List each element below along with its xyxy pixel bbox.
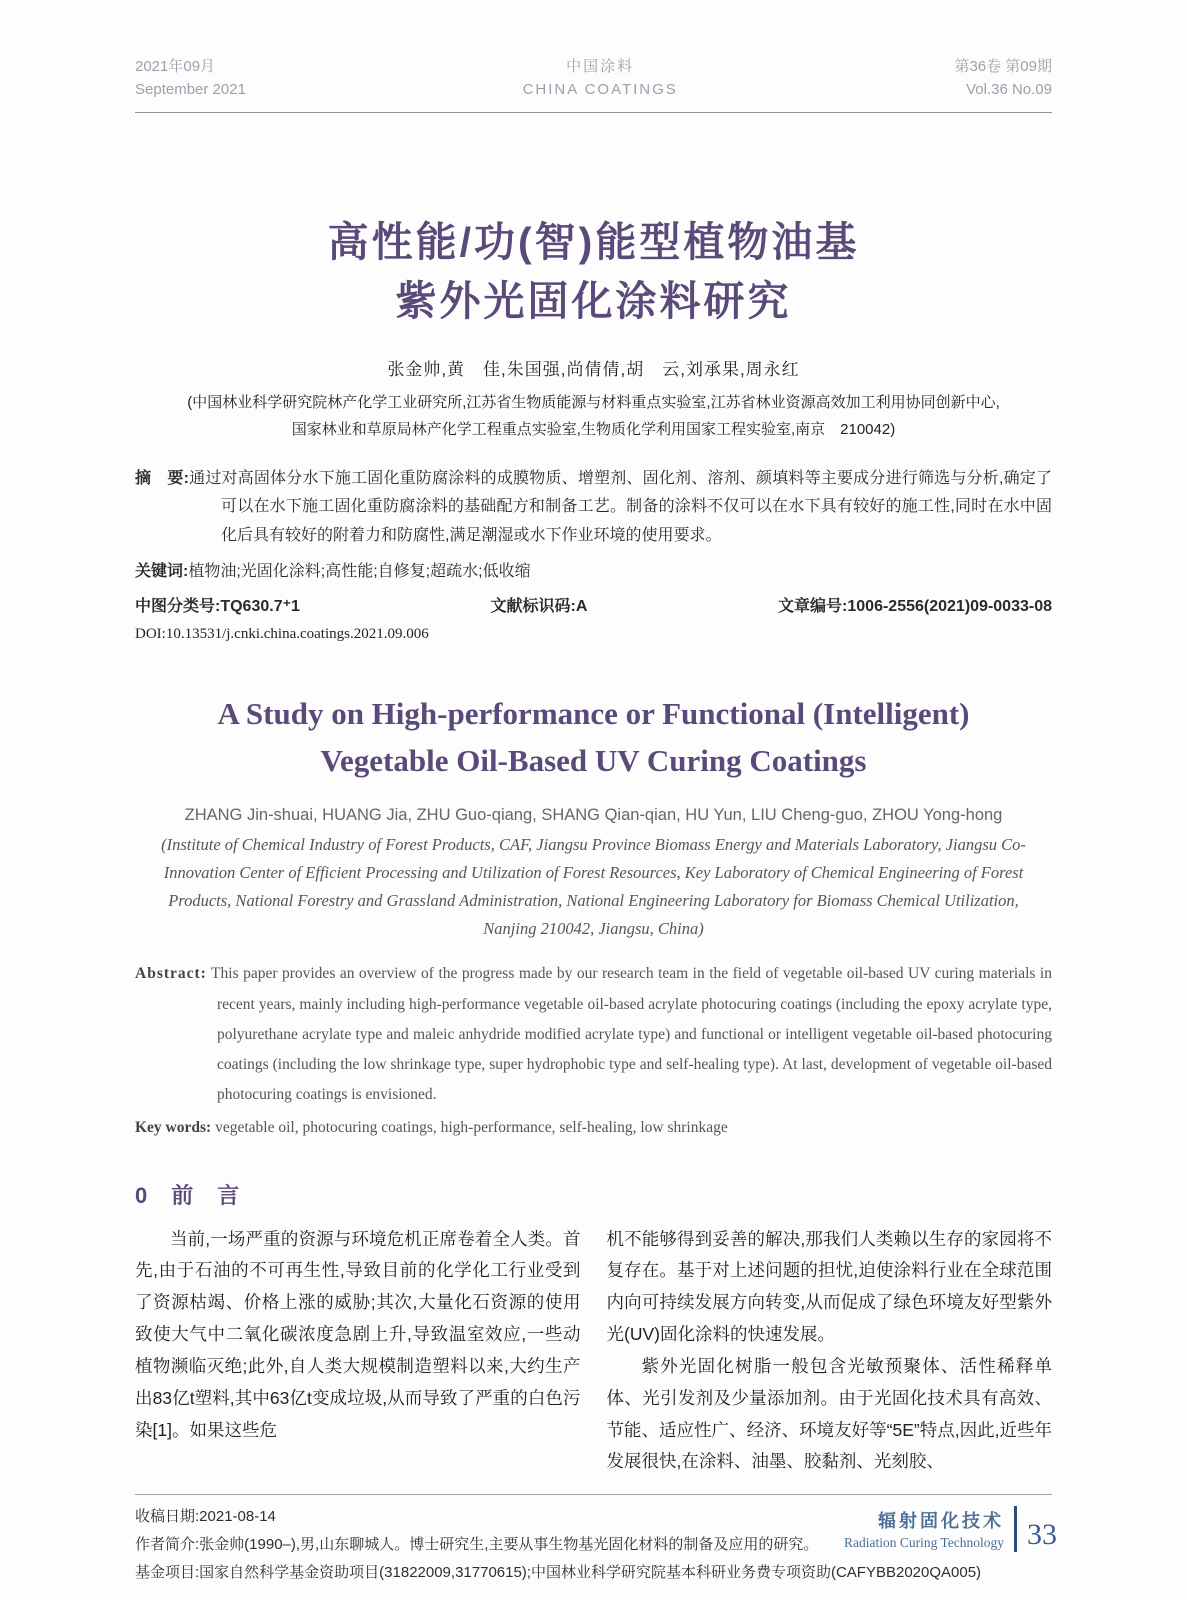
affiliation-zh [135,390,1052,443]
page-footer [844,1506,1057,1552]
header-divider [135,112,1052,113]
section-heading-intro: 0 前 言 [135,1182,241,1208]
intro-column-right [607,1224,1053,1479]
article-title-en-line1: A Study on High-performance or Functional (Intelligent) [217,696,970,732]
header-volume-zh: 第36卷 第09期 [954,58,1052,75]
footer-section-en: Radiation Curing Technology [843,1535,1004,1550]
keywords-en-text: vegetable oil, photocuring coatings, high-performance, self-healing, low shrinkage [215,1118,728,1136]
classification-row [135,593,1052,616]
header-volume-en: Vol.36 No.09 [966,81,1052,99]
page-number: 33 [1027,1518,1057,1551]
keywords-zh [135,558,1052,581]
keywords-en-label: Key words: [135,1118,212,1136]
abstract-en-label: Abstract: [135,965,207,983]
header-date-zh: 2021年09月 [135,58,216,75]
affiliation-zh-line2: 国家林业和草原局林产化学工程重点实验室,生物质化学利用国家工程实验室,南京 210042) [291,420,896,438]
intro-paragraph: 机不能够得到妥善的解决,那我们人类赖以生存的家园将不复存在。基于对上述问题的担忧,迫使涂料行业在全球范围内向可持续发展方向转变,从而促成了绿色环境友好型紫外光(UV)固化涂料的快速发展。 [606,1228,1052,1345]
footer-section-zh: 辐射固化技术 [878,1511,1004,1531]
keywords-en [135,1119,1052,1137]
affiliation-zh-line1: (中国林业科学研究院林产化学工业研究所,江苏省生物质能源与材料重点实验室,江苏省林业资源高效加工利用协同创新中心, [187,394,1000,412]
header-issue-date [135,55,246,102]
authors-en: ZHANG Jin-shuai, HUANG Jia, ZHU Guo-qiang, SHANG Qian-qian, HU Yun, LIU Cheng-guo, ZHOU Yong-hong [184,806,1003,825]
article-title-zh-line2: 紫外光固化涂料研究 [395,277,792,324]
footnote-received-date: 收稿日期:2021-08-14 [135,1508,276,1526]
footnote-funding: 基金项目:国家自然科学基金资助项目(31822009,31770615);中国林业科学研究院基本科研业务费专项资助(CAFYBB2020QA005) [135,1563,982,1581]
intro-column-left [135,1224,581,1479]
document-code: 文献标识码:A [490,598,588,616]
affiliation-en-line4: Nanjing 210042, Jiangsu, China) [483,919,704,939]
abstract-en-text: This paper provides an overview of the progress made by our research team in the field of vegetable oil-based UV curing materials in recent years, mainly including high-performance vegetable oil-based acrylate photocuring coatings (including the epoxy acrylate type, polyurethane acrylate type and maleic anhydride modified acrylate type) and functional or intelligent vegetable oil-based photocuring coatings (including the low shrinkage type, super hydrophobic type and self-healing type). At last, development of vegetable oil-based photocuring coatings is envisioned. [211,965,1052,1104]
abstract-en [135,959,1052,1110]
journal-header [135,55,1052,102]
article-title-en [135,691,1052,784]
authors-zh: 张金帅,黄 佳,朱国强,尚倩倩,胡 云,刘承果,周永红 [387,360,800,380]
intro-paragraph: 当前,一场严重的资源与环境危机正席卷着全人类。首先,由于石油的不可再生性,导致目前的化学化工行业受到了资源枯竭、价格上涨的威胁;其次,大量化石资源的使用致使大气中二氧化碳浓度急剧上升,导致温室效应,一些动植物濒临灭绝;此外,自人类大规模制造塑料以来,大约生产出83亿t塑料,其中63亿t变成垃圾,从而导致了严重的白色污染[1]。如果这些危 [135,1228,581,1440]
keywords-zh-text: 植物油;光固化涂料;高性能;自修复;超疏水;低收缩 [188,563,531,581]
article-title-en-line2: Vegetable Oil-Based UV Curing Coatings [320,742,867,778]
header-volume-issue [954,55,1052,102]
header-journal-name [523,55,678,102]
footnote-author-bio: 作者简介:张金帅(1990–),男,山东聊城人。博士研究生,主要从事生物基光固化材料的制备及应用的研究。 [135,1536,819,1554]
article-id: 文章编号:1006-2556(2021)09-0033-08 [778,598,1052,616]
header-journal-zh: 中国涂料 [566,58,635,75]
footnote-divider [135,1494,1052,1495]
abstract-zh-label: 摘 要: [135,469,189,487]
intro-columns [135,1224,1052,1479]
keywords-zh-label: 关键词: [135,563,189,581]
affiliation-en-line1: (Institute of Chemical Industry of Forest Products, CAF, Jiangsu Province Biomass Energy and Materials Laboratory, Jiangsu Co- [161,835,1026,855]
doi: DOI:10.13531/j.cnki.china.coatings.2021.09.006 [135,626,429,643]
header-journal-en: CHINA COATINGS [522,81,678,99]
footer-section-name [844,1507,1014,1551]
intro-paragraph: 紫外光固化树脂一般包含光敏预聚体、活性稀释单体、光引发剂及少量添加剂。由于光固化技术具有高效、节能、适应性广、经济、环境友好等“5E”特点,因此,近些年发展很快,在涂料、油墨、胶黏剂、光刻胶、 [606,1355,1052,1472]
header-date-en: September 2021 [135,81,246,99]
article-title-zh-line1: 高性能/功(智)能型植物油基 [327,218,860,265]
abstract-zh-text: 通过对高固体分水下施工固化重防腐涂料的成膜物质、增塑剂、固化剂、溶剂、颜填料等主要成分进行筛选与分析,确定了可以在水下施工固化重防腐涂料的基础配方和制备工艺。制备的涂料不仅可以在水下具有较好的施工性,同时在水中固化后具有较好的附着力和防腐性,满足潮湿或水下作业环境的使用要求。 [188,469,1052,544]
abstract-zh [135,465,1052,550]
clc-number: 中图分类号:TQ630.7⁺1 [135,598,300,616]
affiliation-en [135,831,1052,943]
article-title-zh [135,213,1052,332]
affiliation-en-line3: Products, National Forestry and Grassland Administration, National Engineering Laboratory for Biomass Chemical Utilization, [168,891,1019,911]
affiliation-en-line2: Innovation Center of Efficient Processing and Utilization of Forest Resources, Key Laboratory of Chemical Engineering of Forest [163,863,1024,883]
